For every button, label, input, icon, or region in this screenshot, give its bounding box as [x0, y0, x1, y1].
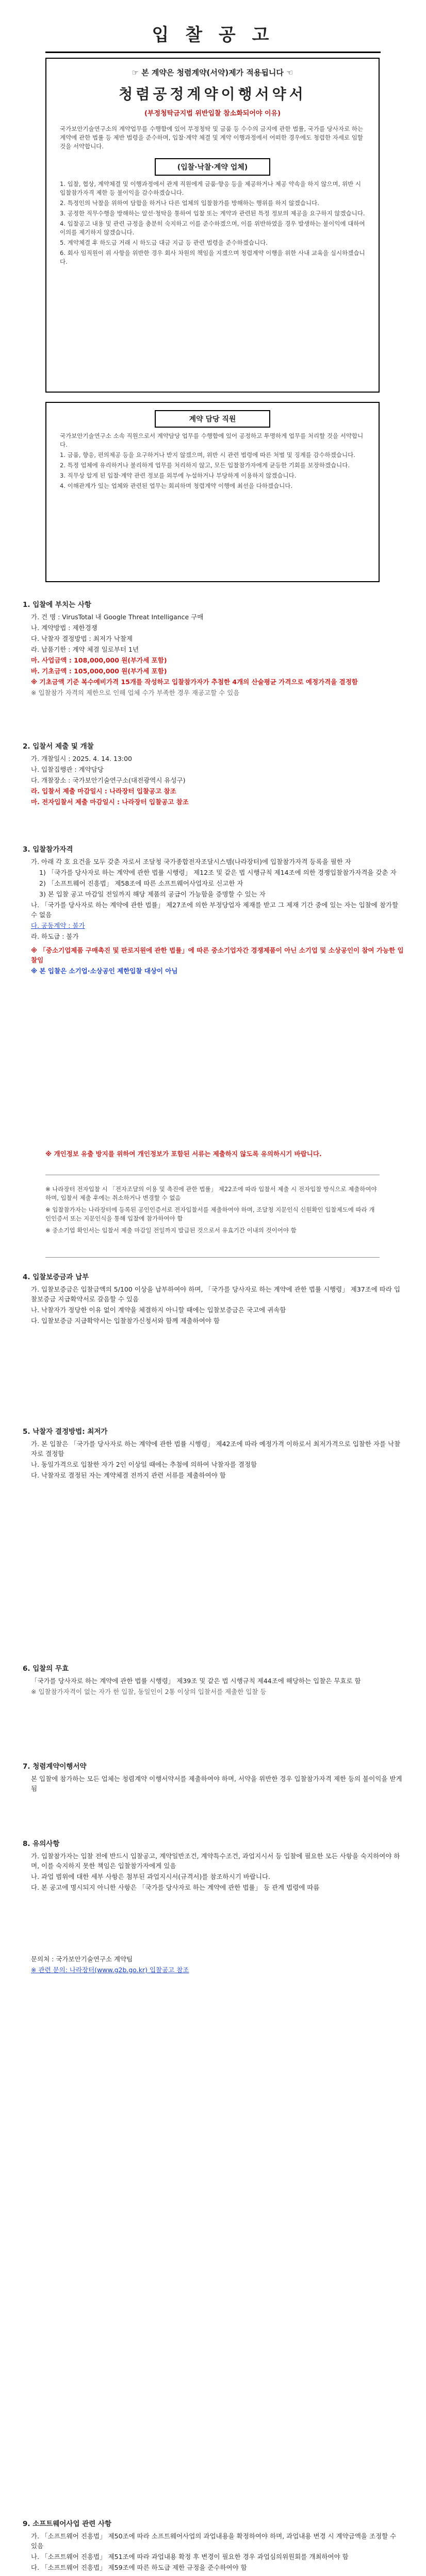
section-heading: 6. 입찰의 무효: [23, 1665, 69, 1673]
pledge-staff-label: 계약 담당 직원: [155, 410, 270, 428]
section-line: 나. 동일가격으로 입찰한 자가 2인 이상일 때에는 추첨에 의하여 낙찰자를 결정함: [31, 1461, 257, 1468]
section-award-method: [23, 1427, 404, 1481]
section-heading: 2. 입찰서 제출 및 개찰: [23, 742, 94, 751]
section-line: 가. 「소프트웨어 진흥법」 제50조에 따라 소프트웨어사업의 과업내용을 확정하여야 하며, 과업내용 변경 시 계약금액을 조정할 수 있음: [31, 2532, 397, 2550]
section-note: ※ 기초금액 기준 복수예비가격 15개를 작성하고 입찰참가자가 추첨한 4개의 산술평균 가격으로 예정가격을 결정함: [31, 678, 358, 686]
section-heading: 9. 소프트웨어사업 관련 사항: [23, 2520, 112, 2528]
pledge-bidder-items: [46, 176, 379, 266]
section-note: ※ 입찰참가 자격의 제한으로 인해 업체 수가 부족한 경우 재공고할 수 있음: [31, 689, 240, 697]
pledge-item: 5. 계약체결 후 하도급 거래 시 하도급 대금 지급 등 관련 법령을 준수하겠습니다.: [60, 239, 268, 246]
section-line: 라. 하도급 : 불가: [31, 933, 79, 940]
section-heading: 7. 청렴계약이행서약: [23, 1762, 87, 1771]
pledge-banner: ☞ 본 계약은 청렴계약(서약)제가 적용됩니다 ☜: [132, 68, 293, 77]
section-line: 본 입찰에 참가하는 모든 업체는 청렴계약 이행서약서를 제출하여야 하며, 서약을 위반한 경우 입찰참가자격 제한 등의 불이익을 받게 됨: [31, 1775, 402, 1792]
pledge-item: 국가보안기술연구소 소속 직원으로서 계약담당 업무를 수행함에 있어 공정하고 투명하게 업무를 처리할 것을 서약합니다.: [60, 432, 364, 448]
section-line: 나. 과업 범위에 대한 세부 사항은 첨부된 과업지시서(규격서)를 참조하시기 바랍니다.: [31, 1873, 271, 1880]
integrity-pledge-box: [45, 58, 380, 393]
section-line: 가. 입찰보증금은 입찰금액의 5/100 이상을 납부하여야 하며, 「국가를 당사자로 하는 계약에 관한 법률 시행령」 제37조에 따라 입찰보증금 지급확약서로 갈음할 수 있음: [31, 1285, 400, 1303]
pledge-item: 6. 회사 임직원이 위 사항을 위반한 경우 회사 차원의 책임을 지겠으며 청렴계약 이행을 위한 사내 교육을 실시하겠습니다.: [60, 249, 365, 265]
section-line: 나. 계약방법 : 제한경쟁: [31, 624, 97, 632]
section-bid-bond: [23, 1273, 404, 1327]
section-line: 나. 「국가를 당사자로 하는 계약에 관한 법률」 제27조에 의한 부정당업자 제재를 받고 그 제재 기간 중에 있는 자는 입찰에 참가할 수 없음: [31, 901, 399, 919]
pledge-bidder-label: (입찰·낙찰·계약 업체): [155, 158, 270, 176]
pledge-intro: 국가보안기술연구소의 계약업무를 수행함에 있어 부정청탁 및 금품 등 수수의 금지에 관한 법률, 국가를 당사자로 하는 계약에 관한 법률 등 제반 법령을 준수하며, 입찰·계약 체결 및 계약 이행과정에서 어떠한 경우에도 청렴한 자세로 임할 것을 서약합니다.: [60, 125, 364, 150]
section-bid-submission: [23, 742, 404, 808]
section-heading: 4. 입찰보증금과 납부: [23, 1273, 89, 1281]
section-heading: 3. 입찰참가자격: [23, 845, 73, 854]
pledge-heading: 청렴공정계약이행서약서: [119, 86, 306, 103]
section-line: 다. 낙찰자로 결정된 자는 계약체결 전까지 관련 서류를 제출하여야 함: [31, 1471, 226, 1479]
section-heading: 1. 입찰에 부치는 사항: [23, 601, 91, 609]
base-amount: 바. 기초금액 : 105,000,000 원(부가세 포함): [31, 667, 167, 675]
section-line: 다. 공동계약 : 불가: [31, 922, 85, 929]
note-item: ※ 중소기업 확인서는 입찰서 제출 마감일 전일까지 발급된 것으로서 유효기간 이내의 것이어야 함: [45, 1227, 297, 1234]
contact-line: 문의처 : 국가보안기술연구소 계약팀: [31, 1955, 133, 1963]
contact-link[interactable]: ※ 관련 문의: 나라장터(www.g2b.go.kr) 입찰공고 참조: [31, 1966, 189, 1974]
section-line: 1) 「국가를 당사자로 하는 계약에 관한 법률 시행령」 제12조 및 같은 법 시행규칙 제14조에 의한 경쟁입찰참가자격을 갖춘 자: [39, 869, 397, 876]
section-precautions: [23, 1839, 404, 1976]
section-line: 가. 개찰일시 : 2025. 4. 14. 13:00: [31, 755, 133, 762]
pledge-item: 1. 입찰, 협상, 계약체결 및 이행과정에서 관계 직원에게 금품·향응 등을 제공하거나 제공 약속을 하지 않으며, 위반 시 입찰참가자격 제한 등 불이익을 감수하겠습니다.: [60, 180, 361, 196]
section-line: 가. 건 명 : VirusTotal 내 Google Threat Intelligance 구매: [31, 613, 204, 621]
section-eligibility: [23, 845, 404, 977]
integrity-pledge-staff-box: [45, 402, 380, 582]
pledge-item: 4. 이해관계가 있는 업체와 관련된 업무는 회피하며 청렴계약 이행에 최선을 다하겠습니다.: [60, 482, 293, 489]
section-line: 라. 납품기한 : 계약 체결 일로부터 1년: [31, 646, 139, 653]
pledge-item: 2. 특정 업체에 유리하거나 불리하게 업무를 처리하지 않고, 모든 입찰참가자에게 균등한 기회를 보장하겠습니다.: [60, 462, 350, 469]
section-line: 나. 낙찰자가 정당한 이유 없이 계약을 체결하지 아니할 때에는 입찰보증금은 국고에 귀속함: [31, 1306, 286, 1314]
section-invalid-bids: [23, 1664, 404, 1698]
section-bid-subject: [23, 600, 404, 699]
pledge-item: 4. 입찰공고 내용 및 관련 규정을 충분히 숙지하고 이를 준수하겠으며, 이를 위반하였을 경우 발생하는 불이익에 대하여 이의를 제기하지 않겠습니다.: [60, 220, 365, 236]
title-divider: [45, 52, 381, 53]
pledge-subheading: (부정청탁금지법 위반입찰 참소화되어야 이유): [144, 110, 281, 117]
pledge-item: 3. 공정한 직무수행을 방해하는 알선·청탁을 통하여 입찰 또는 계약과 관련된 특정 정보의 제공을 요구하지 않겠습니다.: [60, 210, 365, 217]
page-title: 입 찰 공 고: [152, 25, 274, 45]
section-line: 다. 개찰장소 : 국가보안기술연구소(대전광역시 유성구): [31, 776, 186, 784]
section-blue-note: ※ 본 입찰은 소기업·소상공인 제한입찰 대상이 아님: [31, 967, 178, 975]
pledge-item: 3. 직무상 알게 된 입찰·계약 관련 정보를 외부에 누설하거나 부당하게 이용하지 않겠습니다.: [60, 472, 297, 479]
section-line: ※ 입찰참가자격이 없는 자가 한 입찰, 동일인이 2통 이상의 입찰서를 제출한 입찰 등: [31, 1688, 267, 1696]
budget-amount: 마. 사업금액 : 108,000,000 원(부가세 포함): [31, 656, 167, 664]
section-line: 다. 낙찰자 결정방법 : 최저가 낙찰제: [31, 635, 133, 642]
pledge-item: 1. 금품, 향응, 편의제공 등을 요구하거나 받지 않겠으며, 위반 시 관련 법령에 따른 처벌 및 징계를 감수하겠습니다.: [60, 451, 355, 459]
section-line: 라. 입찰서 제출 마감일시 : 나라장터 입찰공고 참조: [31, 787, 176, 795]
privacy-notice: ※ 개인정보 유출 방지를 위하여 개인정보가 포함된 서류는 제출하지 않도록 유의하시기 바랍니다.: [45, 1150, 322, 1158]
section-line: 다. 본 공고에 명시되지 아니한 사항은 「국가를 당사자로 하는 계약에 관한 법률」 등 관계 법령에 따름: [31, 1884, 320, 1891]
section-line: 3) 본 입찰 공고 마감일 전일까지 해당 제품의 공급이 가능함을 증명할 수 있는 자: [39, 890, 266, 898]
section-software-project: [23, 2519, 404, 2573]
section-line: 마. 전자입찰서 제출 마감일시 : 나라장터 입찰공고 참조: [31, 798, 189, 806]
section-line: 다. 입찰보증금 지급확약서는 입찰참가신청서와 함께 제출하여야 함: [31, 1317, 220, 1325]
section-line: 가. 본 입찰은 「국가를 당사자로 하는 계약에 관한 법률 시행령」 제42조에 따라 예정가격 이하로서 최저가격으로 입찰한 자를 낙찰자로 결정함: [31, 1440, 401, 1458]
section-line: 가. 입찰참가자는 입찰 전에 반드시 입찰공고, 계약일반조건, 계약특수조건, 과업지시서 등 입찰에 필요한 모든 사항을 숙지하여야 하며, 이를 숙지하지 못한 책임은 입찰참가자에게 있음: [31, 1852, 400, 1870]
section-red-note: ※ 「중소기업제품 구매촉진 및 판로지원에 관한 법률」에 따른 중소기업자간 경쟁제품이 아닌 소기업 및 소상공인이 참여 가능한 입찰임: [31, 946, 404, 964]
section-integrity-pledge: [23, 1762, 404, 1794]
section-line: 가. 아래 각 호 요건을 모두 갖춘 자로서 조달청 국가종합전자조달시스템(나라장터)에 입찰참가자격 등록을 필한 자: [31, 858, 351, 866]
divider: [45, 1257, 380, 1258]
section-heading: 5. 낙찰자 결정방법: 최저가: [23, 1428, 108, 1436]
pledge-item: 2. 특정인의 낙찰을 위하여 담합을 하거나 다른 업체의 입찰참가를 방해하는 행위를 하지 않겠습니다.: [60, 199, 319, 207]
pledge-staff-items: [46, 428, 379, 490]
e-bidding-notes: [45, 1185, 380, 1238]
section-heading: 8. 유의사항: [23, 1840, 60, 1848]
note-item: ※ 입찰참가자는 나라장터에 등록된 공인인증서로 전자입찰서를 제출하여야 하며, 조달청 지문인식 신원확인 입찰제도에 따라 개인인증서 또는 지문인식을 통해 입찰에 참가하여야 함: [45, 1206, 375, 1222]
section-line: 「국가를 당사자로 하는 계약에 관한 법률 시행령」 제39조 및 같은 법 시행규칙 제44조에 해당하는 입찰은 무효로 함: [31, 1677, 361, 1685]
section-line: 다. 「소프트웨어 진흥법」 제59조에 따른 하도급 제한 규정을 준수하여야 함: [31, 2564, 247, 2571]
note-item: ※ 나라장터 전자입찰 시 「전자조달의 이용 및 촉진에 관한 법률」 제22조에 따라 입찰서 제출 시 전자입찰 방식으로 제출하여야 하며, 입찰서 제출 후에는 취소하거나 변경할 수 없음: [45, 1185, 377, 1201]
section-line: 나. 입찰집행관 : 계약담당: [31, 766, 104, 773]
section-line: 나. 「소프트웨어 진흥법」 제51조에 따라 과업내용 확정 후 변경이 필요한 경우 과업심의위원회를 개최하여야 함: [31, 2553, 349, 2561]
section-line: 2) 「소프트웨어 진흥법」 제58조에 따른 소프트웨어사업자로 신고한 자: [39, 879, 243, 887]
